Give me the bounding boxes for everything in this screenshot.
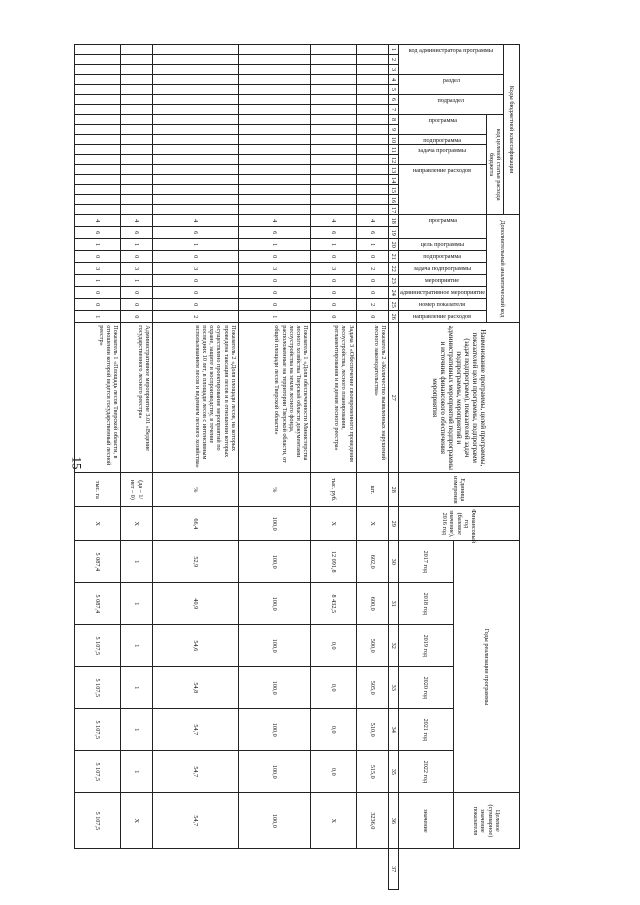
empty-code-cell: [356, 85, 388, 95]
codes-group-header: Коды бюджетной классификации: [504, 45, 520, 215]
year-2017-header: 2017 год: [398, 541, 453, 583]
indicator-extra-header: направление расходов: [413, 313, 472, 321]
empty-code-cell: [153, 55, 239, 65]
year-2018-header: 2018 год: [398, 583, 453, 625]
unit-cell: тыс. руб.: [310, 473, 356, 507]
column-number: 12: [388, 155, 398, 165]
empty-code-cell: [310, 185, 356, 195]
indicator-number-header: номер показателя: [419, 301, 466, 309]
empty-code-cell: [120, 95, 152, 105]
year-value-cell: 54,7: [153, 709, 239, 751]
empty-code-cell: [356, 185, 388, 195]
code-cell: 1: [356, 239, 388, 251]
empty-code-cell: [153, 185, 239, 195]
code-cell: 0: [356, 275, 388, 287]
code-cell: 0: [238, 287, 310, 299]
row-name: Задача 3 «Обеспечение своевременного проведения лесоустройства, лесного планирования, регламентирования и ведения лесного реестра»: [310, 323, 356, 473]
code-cell: 0: [75, 299, 121, 311]
unit-column-header: Единица измерения: [398, 473, 519, 507]
code-cell: 0: [120, 299, 152, 311]
column-number: 15: [388, 185, 398, 195]
empty-code-cell: [153, 95, 239, 105]
empty-code-cell: [310, 145, 356, 155]
empty-code-cell: [310, 195, 356, 205]
code-cell: 0: [310, 311, 356, 323]
empty-code-cell: [75, 45, 121, 55]
column-number: 3: [388, 65, 398, 75]
empty-code-cell: [75, 75, 121, 85]
code-cell: 6: [238, 227, 310, 239]
code-cell: 2: [153, 311, 239, 323]
code-cell: 2: [356, 263, 388, 275]
column-number: 28: [388, 473, 398, 507]
year-value-cell: 1: [120, 541, 152, 583]
empty-code-cell: [310, 55, 356, 65]
year-value-cell: 5 087,4: [75, 583, 121, 625]
empty-code-cell: [120, 85, 152, 95]
name-column-header: Наименование программы, целей программы, показателей цели программы, подпрограмм (задач подпрограмм), показателей задач подпрограммы, мероприятий и административных мероприятий подпрограммы и источник финансового обеспечения мероприятия: [398, 323, 519, 473]
empty-code-cell: [356, 175, 388, 185]
code-cell: 0: [356, 287, 388, 299]
empty-code-cell: [356, 95, 388, 105]
column-number: 26: [388, 311, 398, 323]
activity-header: цель программы: [420, 241, 465, 249]
empty-code-cell: [238, 165, 310, 175]
code-cell: 0: [153, 275, 239, 287]
empty-code-cell: [75, 165, 121, 175]
empty-code-cell: [120, 155, 152, 165]
code-cell: 0: [310, 299, 356, 311]
empty-code-cell: [238, 85, 310, 95]
column-number: 21: [388, 251, 398, 263]
empty-code-cell: [75, 95, 121, 105]
empty-code-cell: [153, 175, 239, 185]
code-cell: 1: [238, 311, 310, 323]
year-2021-header: 2021 год: [398, 709, 453, 751]
column-number: 37: [388, 849, 398, 890]
empty-code-cell: [356, 105, 388, 115]
empty-code-cell: [120, 75, 152, 85]
year-value-cell: 1: [120, 583, 152, 625]
empty-code-cell: [310, 95, 356, 105]
empty-code-cell: [310, 205, 356, 215]
empty-code-cell: [153, 85, 239, 95]
year-value-cell: 5 107,5: [75, 709, 121, 751]
fin-year-cell: 100,0: [238, 507, 310, 541]
column-number: 23: [388, 275, 398, 287]
empty-code-cell: [75, 185, 121, 195]
empty-code-cell: [75, 125, 121, 135]
empty-code-cell: [310, 135, 356, 145]
unit-cell: (да – 1/ нет – 0): [120, 473, 152, 507]
empty-code-cell: [153, 155, 239, 165]
row-name: Административное мероприятие 3.01 «Ведение государственного лесного реестра»: [120, 323, 152, 473]
row-name: Показатель 1 «Доля обеспеченности Министерства лесного хозяйства Тверской области документами лесоустройства на земли лесного фонда, расположенные на территории Тверской области, от общей площади лесов Тверской области»: [238, 323, 310, 473]
empty-code-cell: [120, 145, 152, 155]
code-cell: 0: [356, 251, 388, 263]
code-cell: 3: [120, 263, 152, 275]
code-cell: 1: [153, 239, 239, 251]
subprogram-code-header: подпрограмма: [423, 137, 462, 144]
year-value-cell: 54,8: [153, 667, 239, 709]
year-value-cell: 1: [120, 625, 152, 667]
year-2019-header: 2019 год: [398, 625, 453, 667]
final-value-header: значение: [398, 793, 453, 849]
code-cell: 1: [238, 239, 310, 251]
final-value-cell: X: [310, 793, 356, 849]
code-cell: 0: [153, 299, 239, 311]
year-value-cell: 52,9: [153, 541, 239, 583]
empty-code-cell: [238, 105, 310, 115]
year-value-cell: 0,0: [310, 625, 356, 667]
table-row: [310, 45, 356, 890]
year-value-cell: 1: [120, 709, 152, 751]
year-value-cell: 54,6: [153, 625, 239, 667]
direction-code-header: направление расходов: [413, 167, 472, 174]
empty-code-cell: [310, 65, 356, 75]
task-program-code-header: задача программы: [418, 147, 467, 154]
year-value-cell: 100,0: [238, 541, 310, 583]
empty-code-cell: [120, 135, 152, 145]
code-cell: 1: [120, 275, 152, 287]
empty-code-cell: [356, 155, 388, 165]
empty-code-cell: [356, 195, 388, 205]
empty-code-cell: [238, 75, 310, 85]
code-cell: 0: [120, 287, 152, 299]
budget-code-header: код целевой статьи расхода бюджета: [486, 115, 503, 215]
row-name: Показатель 2 «Количество выявленных нарушений лесного законодательства»: [356, 323, 388, 473]
year-value-cell: 12 091,8: [310, 541, 356, 583]
unit-cell: %: [153, 473, 239, 507]
empty-code-cell: [75, 195, 121, 205]
section-column-header: раздел: [442, 77, 460, 84]
year-value-cell: 5 107,5: [75, 667, 121, 709]
fin-year-column-header: Финансовый год (базовое значение), 2016 год: [398, 507, 519, 541]
empty-code-cell: [120, 45, 152, 55]
empty-code-cell: [153, 65, 239, 75]
empty-code-cell: [238, 95, 310, 105]
empty-code-cell: [75, 135, 121, 145]
column-number: 14: [388, 175, 398, 185]
year-value-cell: 515,0: [356, 751, 388, 793]
empty-code-cell: [238, 115, 310, 125]
year-value-cell: 40,9: [153, 583, 239, 625]
table-row: [75, 45, 121, 890]
empty-code-cell: [153, 145, 239, 155]
column-number: 20: [388, 239, 398, 251]
fin-year-cell: X: [356, 507, 388, 541]
column-number: 18: [388, 215, 398, 227]
column-number: 33: [388, 667, 398, 709]
fin-year-cell: X: [120, 507, 152, 541]
empty-code-cell: [238, 135, 310, 145]
empty-code-cell: [356, 145, 388, 155]
empty-code-cell: [153, 105, 239, 115]
column-number: 32: [388, 625, 398, 667]
year-value-cell: 0,0: [310, 667, 356, 709]
code-cell: 3: [75, 263, 121, 275]
year-value-cell: 0,0: [310, 709, 356, 751]
empty-code-cell: [356, 125, 388, 135]
empty-code-cell: [356, 135, 388, 145]
column-number: 5: [388, 85, 398, 95]
empty-code-cell: [238, 185, 310, 195]
empty-code-cell: [310, 45, 356, 55]
column-number: 27: [388, 323, 398, 473]
column-number: 19: [388, 227, 398, 239]
column-number: 24: [388, 287, 398, 299]
column-number: 6: [388, 95, 398, 105]
empty-code-cell: [356, 55, 388, 65]
column-number: 30: [388, 541, 398, 583]
year-value-cell: 0,0: [310, 751, 356, 793]
years-group-header: Годы реализации программы: [453, 541, 519, 793]
row-name: Показатель 2 «Доля площади лесов, на которых проведена таксация лесов и в отношении которых осуществлено проектирование мероприятий по охране, защите и воспроизводству, в течение последних 10 лет, в площади лесов с интенсивным использованием лесов и ведением лесного хозяйства»: [153, 323, 239, 473]
unit-cell: тыс. га: [75, 473, 121, 507]
empty-code-cell: [120, 55, 152, 65]
code-cell: 0: [310, 275, 356, 287]
column-number: 8: [388, 115, 398, 125]
empty-code-cell: [310, 125, 356, 135]
empty-code-cell: [356, 45, 388, 55]
code-cell: 1: [310, 239, 356, 251]
empty-code-cell: [120, 185, 152, 195]
empty-code-cell: [120, 65, 152, 75]
rotated-table-area: [94, 44, 520, 890]
event-header: мероприятие: [425, 277, 460, 285]
fin-year-cell: X: [310, 507, 356, 541]
code-cell: 3: [310, 263, 356, 275]
empty-code-cell: [238, 145, 310, 155]
code-cell: 6: [120, 227, 152, 239]
empty-code-cell: [75, 105, 121, 115]
final-value-cell: 100,0: [238, 793, 310, 849]
column-number: 4: [388, 75, 398, 85]
final-value-cell: X: [120, 793, 152, 849]
empty-code-cell: [238, 55, 310, 65]
year-value-cell: 600,0: [356, 583, 388, 625]
empty-code-cell: [356, 205, 388, 215]
code-cell: 0: [75, 287, 121, 299]
empty-code-cell: [75, 65, 121, 75]
year-value-cell: 100,0: [238, 583, 310, 625]
code-cell: 6: [75, 227, 121, 239]
empty-code-cell: [310, 105, 356, 115]
year-value-cell: 5 087,4: [75, 541, 121, 583]
empty-code-cell: [153, 115, 239, 125]
empty-code-cell: [238, 65, 310, 75]
code-cell: 0: [238, 299, 310, 311]
empty-code-cell: [120, 125, 152, 135]
empty-code-cell: [238, 195, 310, 205]
code-cell: 2: [356, 299, 388, 311]
year-value-cell: 100,0: [238, 709, 310, 751]
code-cell: 6: [153, 227, 239, 239]
empty-code-cell: [310, 155, 356, 165]
column-number-row: [388, 45, 398, 890]
fin-year-cell: 66,4: [153, 507, 239, 541]
empty-code-cell: [310, 75, 356, 85]
year-value-cell: 100,0: [238, 625, 310, 667]
program-extra-header: программа: [428, 217, 457, 225]
empty-code-cell: [153, 125, 239, 135]
code-cell: 4: [238, 215, 310, 227]
empty-code-cell: [356, 75, 388, 85]
empty-code-cell: [310, 85, 356, 95]
code-cell: 1: [75, 311, 121, 323]
final-group-header: Целевое (суммарное) значение показателя: [453, 793, 519, 849]
table-row: [238, 45, 310, 890]
empty-code-cell: [153, 75, 239, 85]
code-cell: 3: [238, 263, 310, 275]
year-value-cell: 505,0: [356, 667, 388, 709]
column-number: 2: [388, 55, 398, 65]
fin-year-cell: X: [75, 507, 121, 541]
empty-code-cell: [153, 195, 239, 205]
column-number: 1: [388, 45, 398, 55]
year-2020-header: 2020 год: [398, 667, 453, 709]
code-cell: 4: [356, 215, 388, 227]
table-row: [120, 45, 152, 890]
code-cell: 1: [120, 239, 152, 251]
empty-code-cell: [310, 175, 356, 185]
program-table: [74, 44, 520, 890]
year-value-cell: 602,0: [356, 541, 388, 583]
code-cell: 4: [75, 215, 121, 227]
admin-column-header: код администратора программы: [408, 47, 494, 54]
code-cell: 1: [75, 239, 121, 251]
empty-code-cell: [120, 105, 152, 115]
empty-code-cell: [153, 135, 239, 145]
column-number: 31: [388, 583, 398, 625]
year-value-cell: 5 107,5: [75, 625, 121, 667]
empty-code-cell: [75, 115, 121, 125]
final-value-cell: 5 107,5: [75, 793, 121, 849]
code-cell: 0: [310, 251, 356, 263]
year-2022-header: 2022 год: [398, 751, 453, 793]
page-number: 15: [69, 456, 85, 470]
empty-code-cell: [238, 155, 310, 165]
column-number: 25: [388, 299, 398, 311]
code-cell: 0: [310, 287, 356, 299]
column-number: 17: [388, 205, 398, 215]
empty-code-cell: [75, 155, 121, 165]
subsection-column-header: подраздел: [437, 97, 465, 104]
code-cell: 4: [153, 215, 239, 227]
code-cell: 0: [120, 251, 152, 263]
empty-code-cell: [310, 165, 356, 175]
empty-code-cell: [75, 175, 121, 185]
empty-code-cell: [238, 205, 310, 215]
empty-code-cell: [120, 115, 152, 125]
table-row: [153, 45, 239, 890]
task-subprogram-header: задача подпрограммы: [413, 265, 472, 273]
column-number: 22: [388, 263, 398, 275]
year-value-cell: 5 107,5: [75, 751, 121, 793]
empty-code-cell: [310, 115, 356, 125]
empty-code-cell: [120, 205, 152, 215]
empty-code-cell: [153, 205, 239, 215]
empty-code-cell: [356, 165, 388, 175]
empty-code-cell: [120, 195, 152, 205]
column-number: 34: [388, 709, 398, 751]
year-value-cell: 510,0: [356, 709, 388, 751]
code-cell: 4: [310, 215, 356, 227]
final-value-cell: 3236,0: [356, 793, 388, 849]
empty-code-cell: [153, 165, 239, 175]
column-number: 10: [388, 135, 398, 145]
empty-code-cell: [238, 125, 310, 135]
empty-code-cell: [75, 85, 121, 95]
column-number: 29: [388, 507, 398, 541]
column-number: 7: [388, 105, 398, 115]
code-cell: 1: [75, 275, 121, 287]
code-cell: 0: [356, 311, 388, 323]
code-cell: 0: [153, 251, 239, 263]
year-value-cell: 500,0: [356, 625, 388, 667]
empty-code-cell: [120, 175, 152, 185]
code-cell: 0: [75, 251, 121, 263]
final-value-cell: 54,7: [153, 793, 239, 849]
column-number: 36: [388, 793, 398, 849]
year-value-cell: 100,0: [238, 667, 310, 709]
year-value-cell: 1: [120, 751, 152, 793]
column-number: 11: [388, 145, 398, 155]
empty-code-cell: [75, 55, 121, 65]
column-number: 9: [388, 125, 398, 135]
subprogram-extra-header: подпрограмма: [423, 253, 462, 261]
code-cell: 0: [238, 275, 310, 287]
column-number: 35: [388, 751, 398, 793]
program-code-header: программа: [428, 117, 457, 124]
code-cell: 6: [310, 227, 356, 239]
admin-event-header: административное мероприятие: [399, 289, 485, 297]
empty-code-cell: [120, 165, 152, 175]
empty-code-cell: [238, 175, 310, 185]
year-value-cell: 1: [120, 667, 152, 709]
code-cell: 3: [153, 263, 239, 275]
empty-code-cell: [356, 65, 388, 75]
empty-code-cell: [75, 145, 121, 155]
empty-code-cell: [356, 115, 388, 125]
column-number: 16: [388, 195, 398, 205]
code-cell: 4: [120, 215, 152, 227]
code-cell: 0: [153, 287, 239, 299]
row-name: Показатель 1 «Площадь лесов Тверской области, в отношении которой ведется государственный лесной реестр»: [75, 323, 121, 473]
table-row: [356, 45, 388, 890]
empty-code-cell: [75, 205, 121, 215]
year-value-cell: 54,7: [153, 751, 239, 793]
year-value-cell: 100,0: [238, 751, 310, 793]
unit-cell: шт.: [356, 473, 388, 507]
unit-cell: %: [238, 473, 310, 507]
year-value-cell: 8 432,5: [310, 583, 356, 625]
extra-code-header: Дополнительный аналитический код: [486, 215, 519, 323]
column-number: 13: [388, 165, 398, 175]
code-cell: 0: [238, 251, 310, 263]
empty-code-cell: [153, 45, 239, 55]
code-cell: 6: [356, 227, 388, 239]
empty-code-cell: [238, 45, 310, 55]
code-cell: 0: [120, 311, 152, 323]
